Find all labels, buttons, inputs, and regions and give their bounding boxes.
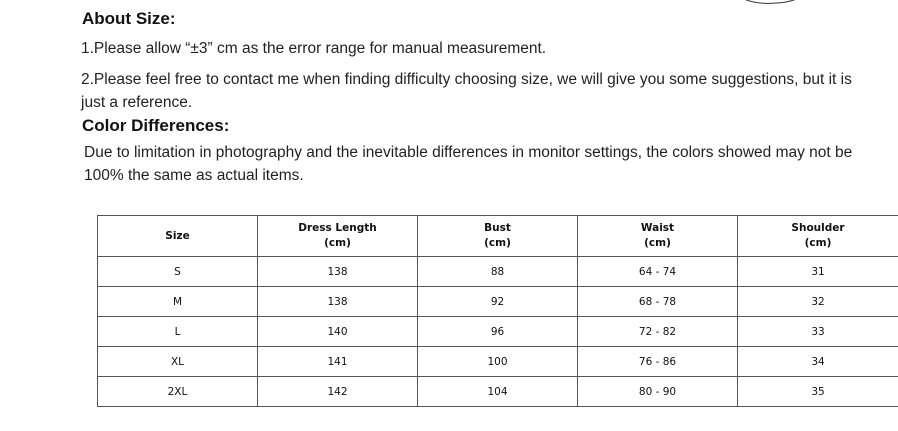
garment-sketch-fragment <box>726 0 898 8</box>
header-bust-unit: (cm) <box>484 237 511 249</box>
color-differences-heading: Color Differences: <box>82 116 230 135</box>
header-waist-unit: (cm) <box>644 237 671 249</box>
header-size-label: Size <box>165 229 190 242</box>
size-chart-table <box>97 215 898 407</box>
header-dress-length-unit: (cm) <box>324 237 351 249</box>
header-size <box>98 216 258 257</box>
cell-bust: 100 <box>418 347 578 377</box>
cell-dress-length: 141 <box>258 347 418 377</box>
cell-bust: 88 <box>418 257 578 287</box>
cell-waist: 80 - 90 <box>578 377 738 407</box>
header-dress-length <box>258 216 418 257</box>
header-bust <box>418 216 578 257</box>
cell-shoulder: 34 <box>738 347 898 377</box>
about-size-heading: About Size: <box>82 9 176 28</box>
header-dress-length-label: Dress Length <box>298 222 377 234</box>
size-help-note <box>81 68 852 114</box>
color-differences-note <box>84 141 852 187</box>
table-row <box>98 317 898 347</box>
table-row <box>98 287 898 317</box>
table-row <box>98 377 898 407</box>
cell-size: M <box>98 287 258 317</box>
cell-dress-length: 142 <box>258 377 418 407</box>
cell-size: XL <box>98 347 258 377</box>
measurement-error-note: 1.Please allow “±3” cm as the error range for manual measurement. <box>81 40 547 57</box>
cell-waist: 64 - 74 <box>578 257 738 287</box>
cell-waist: 72 - 82 <box>578 317 738 347</box>
table-row <box>98 257 898 287</box>
cell-waist: 68 - 78 <box>578 287 738 317</box>
cell-size: S <box>98 257 258 287</box>
cell-bust: 104 <box>418 377 578 407</box>
cell-dress-length: 138 <box>258 287 418 317</box>
header-waist-label: Waist <box>640 222 675 234</box>
cell-size: L <box>98 317 258 347</box>
cell-shoulder: 35 <box>738 377 898 407</box>
cell-dress-length: 140 <box>258 317 418 347</box>
table-header-row <box>98 216 898 257</box>
cell-dress-length: 138 <box>258 257 418 287</box>
cell-waist: 76 - 86 <box>578 347 738 377</box>
cell-shoulder: 33 <box>738 317 898 347</box>
color-differences-line-2: 100% the same as actual items. <box>84 167 304 184</box>
cell-shoulder: 31 <box>738 257 898 287</box>
header-shoulder-unit: (cm) <box>804 237 832 249</box>
cell-bust: 96 <box>418 317 578 347</box>
cell-bust: 92 <box>418 287 578 317</box>
header-shoulder <box>738 216 898 257</box>
size-help-note-line-1: 2.Please feel free to contact me when finding difficulty choosing size, we will give you some suggestions, but it is <box>81 71 852 88</box>
header-waist <box>578 216 738 257</box>
cell-shoulder: 32 <box>738 287 898 317</box>
size-help-note-line-2: just a reference. <box>81 94 193 111</box>
header-shoulder-label: Shoulder <box>791 222 845 234</box>
header-bust-label: Bust <box>484 222 511 234</box>
table-row <box>98 347 898 377</box>
color-differences-line-1: Due to limitation in photography and the inevitable differences in monitor settings, the colors showed may not be <box>84 144 853 161</box>
cell-size: 2XL <box>98 377 258 407</box>
